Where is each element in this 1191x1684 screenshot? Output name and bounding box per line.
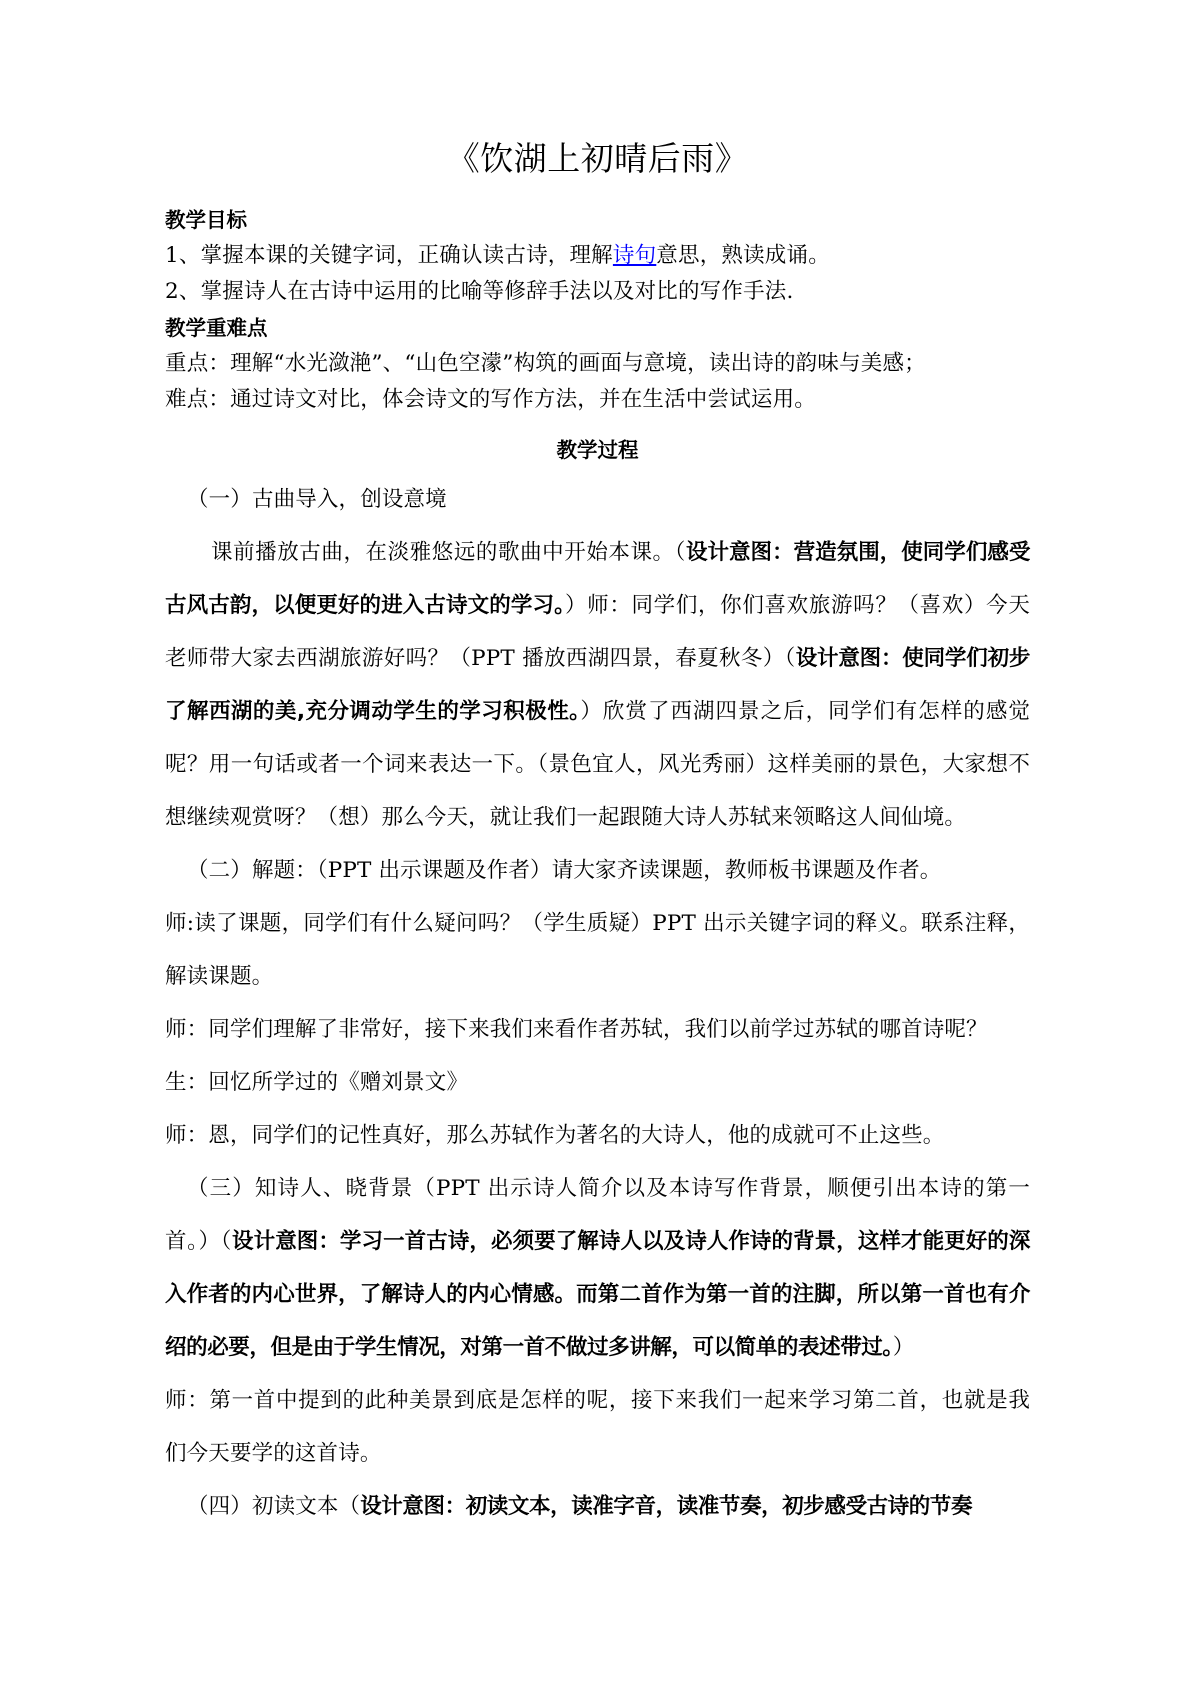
section-two-line-4: 生：回忆所学过的《赠刘景文》 — [165, 1070, 469, 1095]
page-title: 《饮湖上初晴后雨》 — [446, 139, 749, 178]
s4-design-intent: 设计意图：初读文本，读准字音，读准节奏，初步感受古诗的节奏 — [360, 1494, 973, 1519]
s1-design-intent-1: 设计意图：营造氛围，使同学们感受古风古韵，以便更好的进入古诗文的学习。 — [165, 540, 1030, 618]
s1-text-a: 课前播放古曲，在淡雅悠远的歌曲中开始本课。（ — [211, 540, 686, 565]
keypoint-focus: 重点：理解“水光潋滟”、“山色空濛”构筑的画面与意境，读出诗的韵味与美感； — [165, 351, 926, 376]
section-three-line-2: 师：第一首中提到的此种美景到底是怎样的呢，接下来我们一起来学习第二首，也就是我们今天要学的这首诗。 — [165, 1388, 1030, 1466]
section-two-line-5: 师：恩，同学们的记性真好，那么苏轼作为著名的大诗人，他的成就可不止这些。 — [165, 1123, 945, 1148]
s3-text-a: （三）知诗人、晓背景（PPT 出示诗人简介以及本诗写作背景，顺便引出本诗的第一首。）（ — [165, 1176, 1030, 1254]
section-four-paragraph — [165, 1480, 1030, 1533]
section-three-paragraph — [165, 1162, 1030, 1374]
keypoints-heading: 教学重难点 — [165, 316, 268, 340]
section-one-heading: （一）古曲导入，创设意境 — [187, 487, 447, 512]
objective-1-text-before: 1、掌握本课的关键字词，正确认读古诗，理解 — [165, 243, 613, 268]
s1-text-e: ）欣赏了西湖四景之后，同学们有怎样的感觉呢？用一句话或者一个词来表达一下。（景色宜人，风光秀丽）这样美丽的景色，大家想不想继续观赏呀？（想）那么今天，就让我们一起跟随大诗人苏轼来领略这人间仙境。 — [165, 699, 1030, 830]
s3-text-c: ） — [892, 1335, 915, 1360]
section-two-line-3: 师：同学们理解了非常好，接下来我们来看作者苏轼，我们以前学过苏轼的哪首诗呢？ — [165, 1017, 988, 1042]
poem-line-link[interactable]: 诗句 — [612, 243, 657, 268]
objectives-heading: 教学目标 — [165, 208, 247, 232]
keypoint-difficulty: 难点：通过诗文对比，体会诗文的写作方法，并在生活中尝试运用。 — [165, 387, 817, 412]
teaching-process-body — [165, 473, 1030, 1533]
objective-item-2: 2、掌握诗人在古诗中运用的比喻等修辞手法以及对比的写作手法. — [165, 279, 794, 304]
keypoints-section — [165, 310, 1030, 418]
section-two-line-1: （二）解题：（PPT 出示课题及作者）请大家齐读课题，教师板书课题及作者。 — [187, 858, 942, 883]
s3-design-intent: 设计意图：学习一首古诗，必须要了解诗人以及诗人作诗的背景，这样才能更好的深入作者的内心世界，了解诗人的内心情感。而第二首作为第一首的注脚，所以第一首也有介绍的必要，但是由于学生情况，对第一首不做过多讲解，可以简单的表述带过。 — [165, 1229, 1030, 1360]
process-heading: 教学过程 — [556, 438, 639, 462]
s4-text-a: （四）初读文本（ — [187, 1494, 361, 1519]
section-two-line-2: 师:读了课题，同学们有什么疑问吗？（学生质疑）PPT 出示关键字词的释义。联系注释，解读课题。 — [165, 911, 1030, 989]
objective-1-text-after: 意思，熟读成诵。 — [656, 243, 830, 268]
objective-item-1 — [165, 238, 1030, 274]
s1-text-c: ）师：同学们，你们喜欢旅游吗？（喜欢）今天老师带大家去西湖旅游好吗？（PPT 播放西湖四景，春夏秋冬）（ — [165, 593, 1031, 671]
s1-design-intent-2: 设计意图：使同学们初步了解西湖的美,充分调动学生的学习积极性。 — [165, 646, 1030, 724]
objectives-section — [165, 202, 1030, 310]
section-one-paragraph — [165, 526, 1030, 844]
